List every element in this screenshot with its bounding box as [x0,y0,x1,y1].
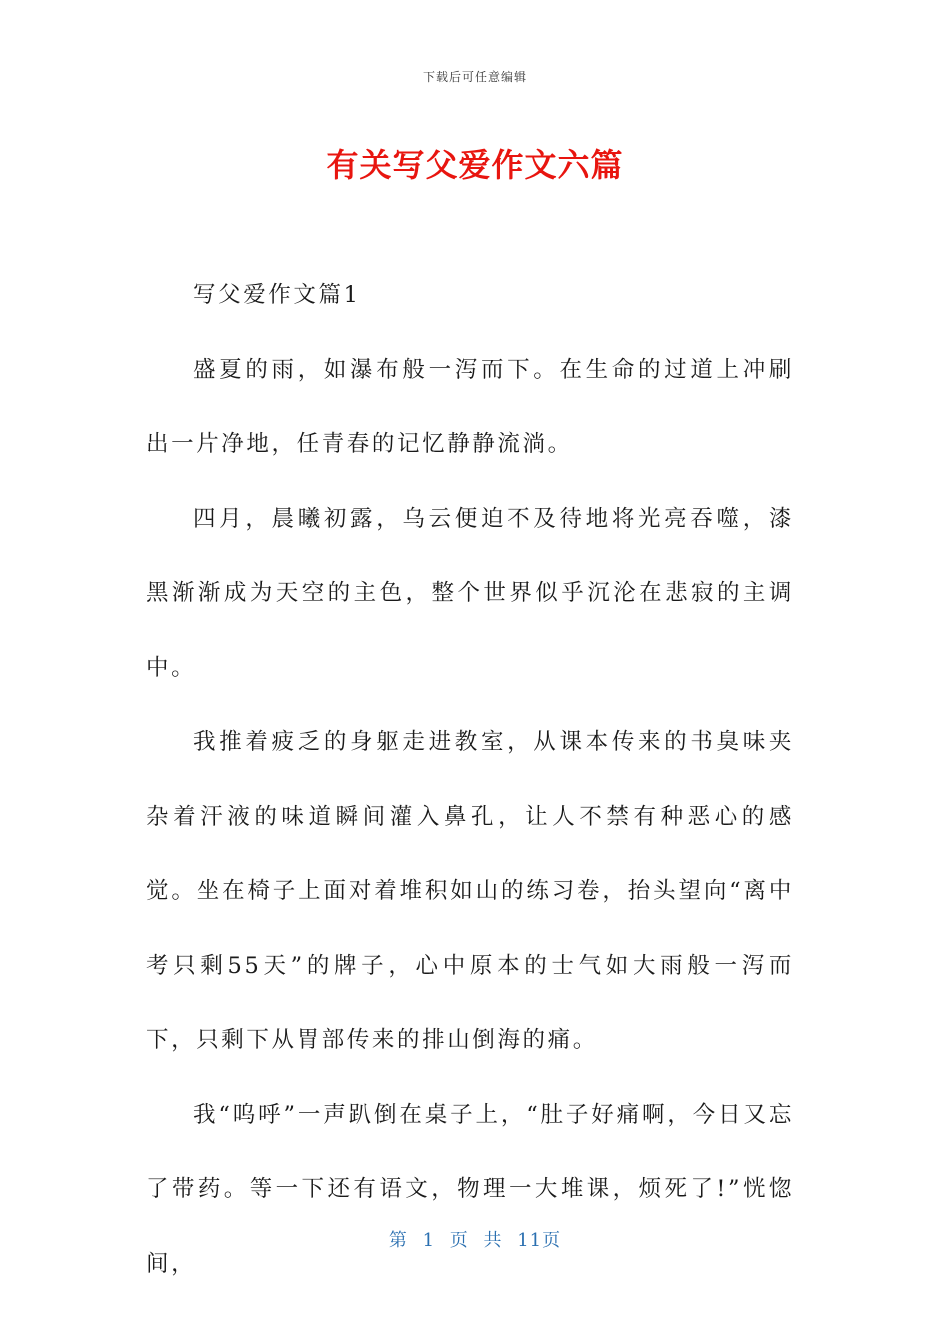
footer-current-page: 1 [422,1230,436,1251]
document-title: 有关写父爱作文六篇 [326,146,624,184]
footer-total-label: 共 [483,1230,503,1251]
footer-page-label: 页 [449,1230,469,1251]
page-footer [0,1226,950,1252]
paragraph: 我“呜呼”一声趴倒在桌子上，“肚子好痛啊，今日又忘了带药。等一下还有语文，物理一大堆课，烦死了!”恍惚间， [146,1101,794,1277]
header-note: 下载后可任意编辑 [422,70,527,84]
section-heading: 写父爱作文篇1 [193,282,361,308]
footer-prefix: 第 [388,1230,408,1251]
paragraph: 盛夏的雨，如瀑布般一泻而下。在生命的过道上冲刷出一片净地，任青春的记忆静静流淌。 [146,356,794,457]
paragraph: 我推着疲乏的身躯走进教室，从课本传来的书臭味夹杂着汗液的味道瞬间灌入鼻孔，让人不禁有种恶心的感觉。坐在椅子上面对着堆积如山的练习卷，抬头望向“离中考只剩55天”的牌子，心中原本的士气如大雨般一泻而下，只剩下从胃部传来的排山倒海的痛。 [146,729,794,1053]
paragraph: 四月，晨曦初露，乌云便迫不及待地将光亮吞噬，漆黑渐渐成为天空的主色，整个世界似乎沉沦在悲寂的主调中。 [146,505,794,681]
document-body [146,258,794,1301]
footer-total-pages: 11页 [517,1230,562,1251]
